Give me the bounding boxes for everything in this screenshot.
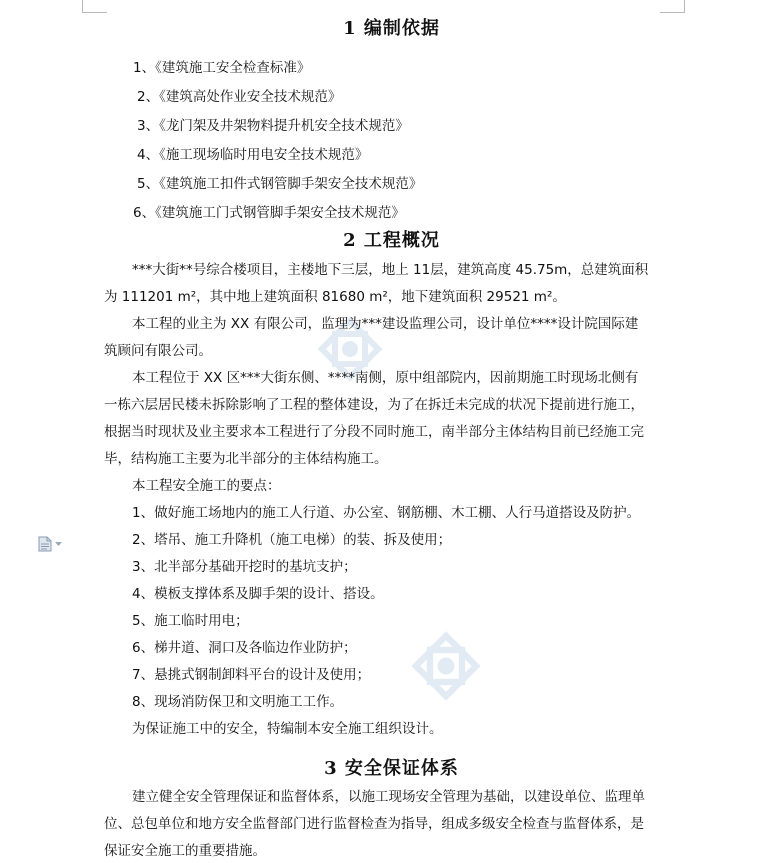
logo-watermark [398, 618, 494, 714]
paragraph-line: 为 111201 m²，其中地上建筑面积 81680 m²，地下建筑面积 29521 m²。 [104, 289, 566, 305]
crop-mark-right [660, 0, 685, 13]
list-item: 1、做好施工场地内的施工人行道、办公室、钢筋棚、木工棚、人行马道搭设及防护。 [132, 505, 641, 521]
reference-item: 5、《建筑施工扣件式钢管脚手架安全技术规范》 [137, 176, 423, 192]
reference-item: 6、《建筑施工门式钢管脚手架安全技术规范》 [133, 205, 405, 221]
crop-mark-left [82, 0, 107, 13]
paragraph-line: 本工程的业主为 XX 有限公司，监理为***建设监理公司，设计单位****设计院国际建 [132, 316, 639, 332]
paragraph-line: 位、总包单位和地方安全监督部门进行监督检查为指导，组成多级安全检查与监督体系，是 [104, 816, 644, 832]
list-item: 6、梯井道、洞口及各临边作业防护； [132, 640, 357, 656]
list-item: 8、现场消防保卫和文明施工工作。 [132, 694, 344, 710]
reference-item: 2、《建筑高处作业安全技术规范》 [137, 89, 342, 105]
reference-item: 1、《建筑施工安全检查标准》 [133, 60, 311, 76]
section-title-safety: 3 安全保证体系 [324, 758, 459, 779]
section-title-basis: 1 编制依据 [343, 18, 440, 39]
paragraph-line: 建立健全安全管理保证和监督体系，以施工现场安全管理为基础，以建设单位、监理单 [132, 789, 645, 805]
chevron-down-icon [55, 542, 62, 547]
reference-item: 3、《龙门架及井架物料提升机安全技术规范》 [137, 118, 409, 134]
list-item: 2、塔吊、施工升降机（施工电梯）的装、拆及使用； [132, 532, 452, 548]
paragraph-line: 根据当时现状及业主要求本工程进行了分段不同时施工，南半部分主体结构目前已经施工完 [104, 424, 644, 440]
list-item: 7、悬挑式钢制卸料平台的设计及使用； [132, 667, 371, 683]
paragraph-line: 一栋六层居民楼未拆除影响了工程的整体建设，为了在拆迁未完成的状况下提前进行施工， [104, 397, 644, 413]
list-item: 5、施工临时用电； [132, 613, 249, 629]
reference-item: 4、《施工现场临时用电安全技术规范》 [137, 147, 369, 163]
list-item: 4、模板支撑体系及脚手架的设计、搭设。 [132, 586, 384, 602]
paragraph-line: ***大街**号综合楼项目，主楼地下三层，地上 11层，建筑高度 45.75m，总建筑面积 [132, 262, 649, 278]
list-item: 3、北半部分基础开挖时的基坑支护； [132, 559, 357, 575]
paragraph-line: 本工程位于 XX 区***大街东侧、****南侧，原中组部院内，因前期施工时现场北侧有 [132, 370, 639, 386]
section-title-overview: 2 工程概况 [343, 230, 440, 251]
paragraph-line: 保证安全施工的重要措施。 [104, 843, 266, 859]
closing-line: 为保证施工中的安全，特编制本安全施工组织设计。 [132, 721, 443, 737]
points-intro: 本工程安全施工的要点： [132, 478, 281, 494]
paragraph-options-button[interactable] [38, 536, 62, 552]
document-icon [38, 536, 52, 552]
paragraph-line: 筑顾问有限公司。 [104, 343, 212, 359]
paragraph-line: 毕，结构施工主要为北半部分的主体结构施工。 [104, 451, 388, 467]
